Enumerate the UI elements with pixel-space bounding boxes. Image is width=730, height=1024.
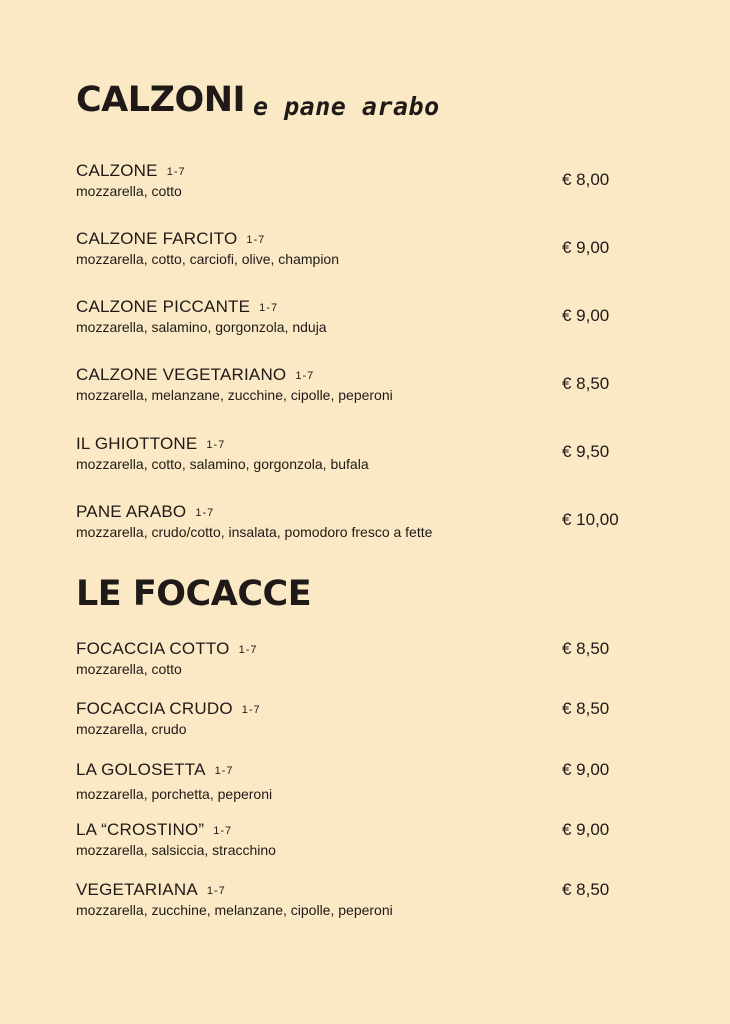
item-price: € 8,50 xyxy=(562,699,610,718)
menu-item-calzone-farcito xyxy=(76,229,676,279)
item-description: mozzarella, crudo/cotto, insalata, pomodoro fresco a fette xyxy=(76,524,433,540)
item-name-row xyxy=(76,699,261,719)
item-name-row xyxy=(76,434,225,454)
allergen-codes: 1-7 xyxy=(206,439,226,451)
item-description: mozzarella, cotto, carciofi, olive, champion xyxy=(76,251,339,267)
menu-item-calzone-piccante xyxy=(76,297,676,347)
menu-item-pane-arabo xyxy=(76,502,676,552)
menu-item-la-golosetta xyxy=(76,760,676,810)
item-price: € 9,50 xyxy=(562,442,610,461)
item-price: € 9,00 xyxy=(562,820,610,839)
item-name-row xyxy=(76,639,258,659)
item-name: IL GHIOTTONE xyxy=(76,434,198,453)
item-name: LA “CROSTINO” xyxy=(76,820,205,839)
allergen-codes: 1-7 xyxy=(259,302,279,314)
item-price: € 9,00 xyxy=(562,306,610,325)
focacce-section-title: LE FOCACCE xyxy=(76,574,312,614)
item-description: mozzarella, cotto xyxy=(76,661,182,677)
item-name: CALZONE xyxy=(76,161,158,180)
item-name-row xyxy=(76,502,214,522)
item-description: mozzarella, crudo xyxy=(76,721,187,737)
calzoni-section-title xyxy=(76,80,440,120)
menu-item-la-crostino xyxy=(76,820,676,870)
item-description: mozzarella, salsiccia, stracchino xyxy=(76,842,276,858)
allergen-codes: 1-7 xyxy=(206,885,226,897)
menu-item-calzone-vegetariano xyxy=(76,365,676,415)
item-name-row xyxy=(76,297,278,317)
menu-item-il-ghiottone xyxy=(76,434,676,484)
allergen-codes: 1-7 xyxy=(246,234,266,246)
allergen-codes: 1-7 xyxy=(241,704,261,716)
item-price: € 8,50 xyxy=(562,880,610,899)
item-name: CALZONE PICCANTE xyxy=(76,297,251,316)
item-description: mozzarella, zucchine, melanzane, cipolle, peperoni xyxy=(76,902,393,918)
item-price: € 8,50 xyxy=(562,639,610,658)
item-name-row xyxy=(76,760,234,780)
item-price: € 9,00 xyxy=(562,238,610,257)
item-description: mozzarella, salamino, gorgonzola, nduja xyxy=(76,319,327,335)
item-description: mozzarella, cotto xyxy=(76,183,182,199)
item-name: FOCACCIA COTTO xyxy=(76,639,230,658)
allergen-codes: 1-7 xyxy=(213,825,233,837)
item-price: € 8,00 xyxy=(562,170,610,189)
allergen-codes: 1-7 xyxy=(214,765,234,777)
allergen-codes: 1-7 xyxy=(195,507,215,519)
item-name-row xyxy=(76,365,314,385)
item-name: PANE ARABO xyxy=(76,502,187,521)
item-name: CALZONE FARCITO xyxy=(76,229,238,248)
item-name-row xyxy=(76,229,265,249)
calzoni-title-script: e pane arabo xyxy=(253,92,440,121)
item-price: € 9,00 xyxy=(562,760,610,779)
menu-item-focaccia-cotto xyxy=(76,639,676,689)
item-name-row xyxy=(76,161,186,181)
calzoni-title-main: CALZONI xyxy=(76,80,246,120)
item-name: LA GOLOSETTA xyxy=(76,760,206,779)
menu-item-calzone xyxy=(76,161,676,211)
item-name: CALZONE VEGETARIANO xyxy=(76,365,287,384)
item-name: FOCACCIA CRUDO xyxy=(76,699,233,718)
menu-item-vegetariana xyxy=(76,880,676,930)
item-price: € 10,00 xyxy=(562,510,619,529)
item-name: VEGETARIANA xyxy=(76,880,198,899)
menu-item-focaccia-crudo xyxy=(76,699,676,749)
allergen-codes: 1-7 xyxy=(166,166,186,178)
item-description: mozzarella, cotto, salamino, gorgonzola, bufala xyxy=(76,456,369,472)
item-name-row xyxy=(76,880,226,900)
item-description: mozzarella, melanzane, zucchine, cipolle, peperoni xyxy=(76,387,393,403)
item-name-row xyxy=(76,820,232,840)
allergen-codes: 1-7 xyxy=(238,644,258,656)
allergen-codes: 1-7 xyxy=(295,370,315,382)
item-price: € 8,50 xyxy=(562,374,610,393)
item-description: mozzarella, porchetta, peperoni xyxy=(76,786,273,802)
